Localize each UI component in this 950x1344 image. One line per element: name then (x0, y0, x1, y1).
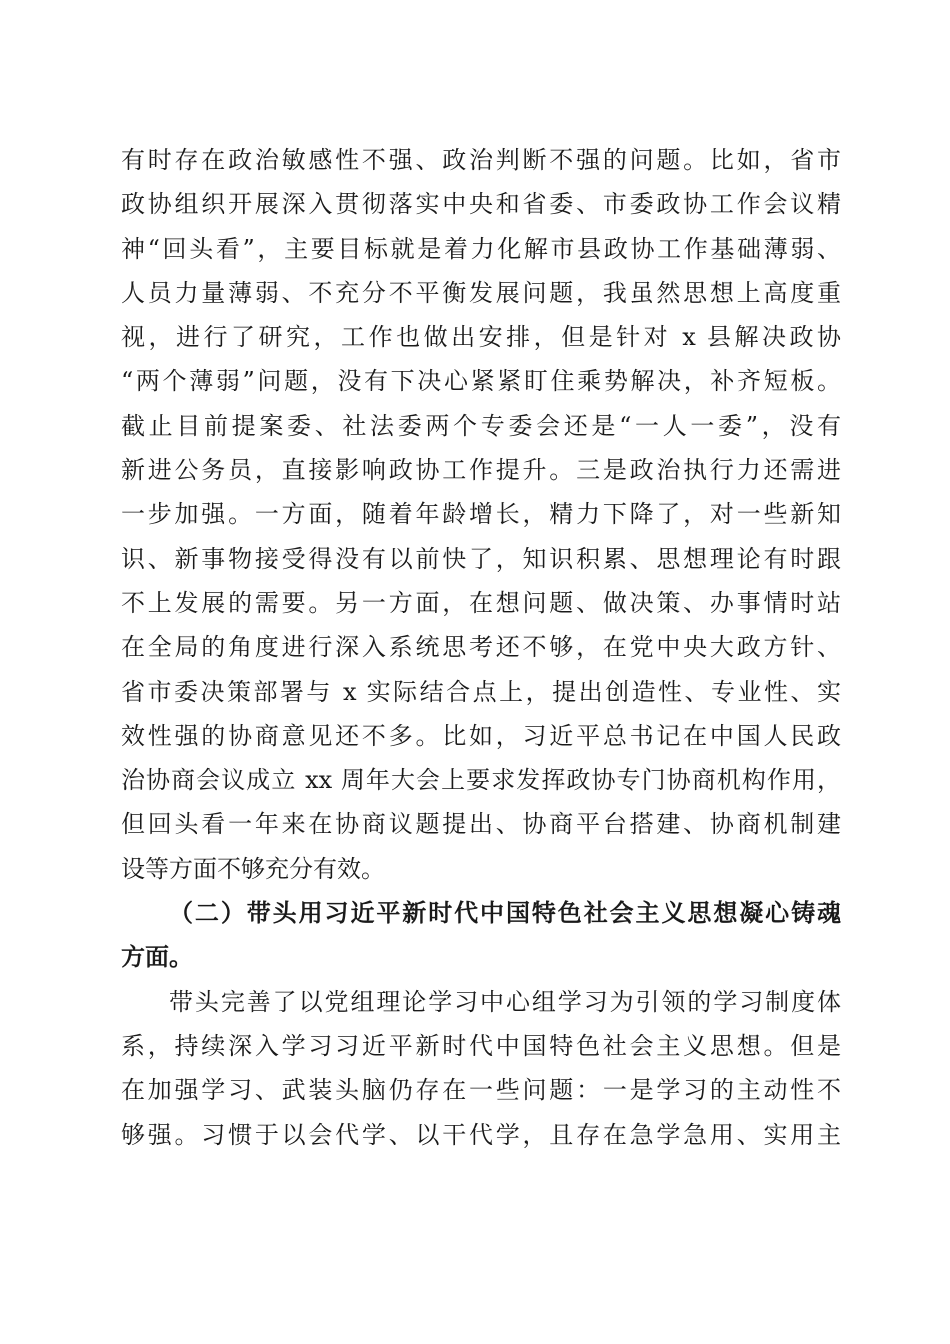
paragraph-1-line-9: 一步加强。一方面，随着年龄增长，精力下降了，对一些新知 (121, 500, 841, 529)
section-heading-line-2: 方面。 (121, 943, 193, 972)
paragraph-1-line-8: 新进公务员，直接影响政协工作提升。三是政治执行力还需进 (121, 456, 841, 485)
paragraph-1-line-15: 治协商会议成立 xx 周年大会上要求发挥政协专门协商机构作用， (121, 766, 841, 795)
paragraph-1-line-2: 政协组织开展深入贯彻落实中央和省委、市委政协工作会议精 (121, 190, 841, 219)
paragraph-1-line-6: “两个薄弱”问题，没有下决心紧紧盯住乘势解决，补齐短板。 (121, 367, 841, 396)
paragraph-1-line-11: 不上发展的需要。另一方面，在想问题、做决策、办事情时站 (121, 588, 841, 617)
paragraph-1-line-7: 截止目前提案委、社法委两个专委会还是“一人一委”，没有 (121, 411, 841, 440)
paragraph-1-line-3: 神“回头看”，主要目标就是着力化解市县政协工作基础薄弱、 (121, 234, 841, 263)
paragraph-1-line-12: 在全局的角度进行深入系统思考还不够，在党中央大政方针、 (121, 633, 841, 662)
paragraph-1-line-4: 人员力量薄弱、不充分不平衡发展问题，我虽然思想上高度重 (121, 278, 841, 307)
paragraph-1-line-10: 识、新事物接受得没有以前快了，知识积累、思想理论有时跟 (121, 544, 841, 573)
paragraph-1-line-1: 有时存在政治敏感性不强、政治判断不强的问题。比如，省市 (121, 146, 841, 174)
paragraph-1-line-13: 省市委决策部署与 x 实际结合点上，提出创造性、专业性、实 (121, 677, 841, 706)
paragraph-2-line-1: 带头完善了以党组理论学习中心组学习为引领的学习制度体 (169, 987, 841, 1016)
paragraph-1-line-14: 效性强的协商意见还不多。比如，习近平总书记在中国人民政 (121, 721, 841, 750)
paragraph-2-line-4: 够强。习惯于以会代学、以干代学，且存在急学急用、实用主 (121, 1120, 841, 1149)
paragraph-1-line-5: 视，进行了研究，工作也做出安排，但是针对 x 县解决政协 (121, 323, 841, 352)
section-heading-line-1: （二）带头用习近平新时代中国特色社会主义思想凝心铸魂 (169, 899, 841, 928)
paragraph-2-line-3: 在加强学习、武装头脑仍存在一些问题：一是学习的主动性不 (121, 1076, 841, 1105)
paragraph-2-line-2: 系，持续深入学习习近平新时代中国特色社会主义思想。但是 (121, 1031, 841, 1060)
paragraph-1-line-16: 但回头看一年来在协商议题提出、协商平台搭建、协商机制建 (121, 810, 841, 839)
document-body (121, 138, 841, 1157)
paragraph-1-line-17: 设等方面不够充分有效。 (121, 854, 385, 883)
